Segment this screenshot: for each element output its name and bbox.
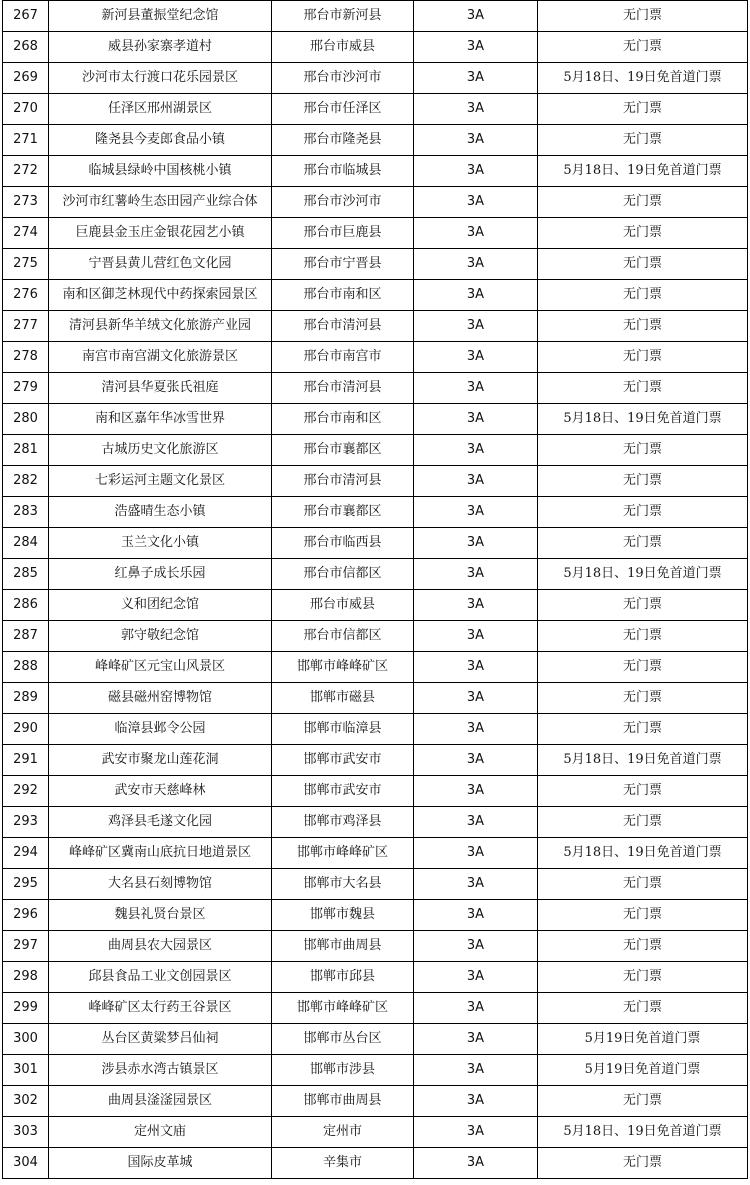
location-cell: 邯郸市大名县 (272, 869, 414, 900)
scenic-name-cell: 隆尧县今麦郎食品小镇 (49, 125, 272, 156)
scenic-name-cell: 临漳县邺令公园 (49, 714, 272, 745)
row-number-cell: 275 (3, 249, 49, 280)
table-row (3, 993, 748, 1024)
location-cell: 邢台市信都区 (272, 621, 414, 652)
location-cell: 邯郸市鸡泽县 (272, 807, 414, 838)
location-cell: 邢台市临西县 (272, 528, 414, 559)
ticket-policy-cell: 无门票 (538, 32, 748, 63)
ticket-policy-cell: 5月18日、19日免首道门票 (538, 559, 748, 590)
ticket-policy-cell: 无门票 (538, 1086, 748, 1117)
scenic-name-cell: 玉兰文化小镇 (49, 528, 272, 559)
table-row (3, 497, 748, 528)
table-row (3, 1055, 748, 1086)
grade-cell: 3A (414, 125, 538, 156)
grade-cell: 3A (414, 373, 538, 404)
grade-cell: 3A (414, 807, 538, 838)
location-cell: 邯郸市武安市 (272, 745, 414, 776)
ticket-policy-cell: 5月18日、19日免首道门票 (538, 1117, 748, 1148)
scenic-name-cell: 峰峰矿区冀南山底抗日地道景区 (49, 838, 272, 869)
scenic-name-cell: 魏县礼贤台景区 (49, 900, 272, 931)
ticket-policy-cell: 5月18日、19日免首道门票 (538, 838, 748, 869)
row-number-cell: 292 (3, 776, 49, 807)
scenic-name-cell: 宁晋县黄儿营红色文化园 (49, 249, 272, 280)
location-cell: 邯郸市涉县 (272, 1055, 414, 1086)
scenic-name-cell: 清河县新华羊绒文化旅游产业园 (49, 311, 272, 342)
location-cell: 邢台市任泽区 (272, 94, 414, 125)
scenic-name-cell: 武安市聚龙山莲花洞 (49, 745, 272, 776)
row-number-cell: 289 (3, 683, 49, 714)
row-number-cell: 277 (3, 311, 49, 342)
row-number-cell: 295 (3, 869, 49, 900)
scenic-name-cell: 沙河市太行渡口花乐园景区 (49, 63, 272, 94)
row-number-cell: 268 (3, 32, 49, 63)
location-cell: 邯郸市峰峰矿区 (272, 838, 414, 869)
ticket-policy-cell: 5月18日、19日免首道门票 (538, 745, 748, 776)
table-row (3, 745, 748, 776)
ticket-policy-cell: 无门票 (538, 900, 748, 931)
scenic-name-cell: 新河县董振堂纪念馆 (49, 1, 272, 32)
table-row (3, 94, 748, 125)
ticket-policy-cell: 无门票 (538, 621, 748, 652)
grade-cell: 3A (414, 1024, 538, 1055)
row-number-cell: 283 (3, 497, 49, 528)
row-number-cell: 279 (3, 373, 49, 404)
ticket-policy-cell: 无门票 (538, 590, 748, 621)
table-row (3, 1148, 748, 1179)
grade-cell: 3A (414, 94, 538, 125)
grade-cell: 3A (414, 621, 538, 652)
row-number-cell: 296 (3, 900, 49, 931)
row-number-cell: 278 (3, 342, 49, 373)
row-number-cell: 299 (3, 993, 49, 1024)
ticket-policy-cell: 5月18日、19日免首道门票 (538, 404, 748, 435)
grade-cell: 3A (414, 900, 538, 931)
row-number-cell: 297 (3, 931, 49, 962)
row-number-cell: 282 (3, 466, 49, 497)
row-number-cell: 302 (3, 1086, 49, 1117)
scenic-name-cell: 浩盛晴生态小镇 (49, 497, 272, 528)
scenic-name-cell: 古城历史文化旅游区 (49, 435, 272, 466)
location-cell: 邢台市沙河市 (272, 63, 414, 94)
grade-cell: 3A (414, 1117, 538, 1148)
table-body (3, 1, 748, 1179)
row-number-cell: 294 (3, 838, 49, 869)
table-row (3, 187, 748, 218)
ticket-policy-cell: 5月19日免首道门票 (538, 1024, 748, 1055)
location-cell: 邯郸市峰峰矿区 (272, 993, 414, 1024)
scenic-name-cell: 郭守敬纪念馆 (49, 621, 272, 652)
ticket-policy-cell: 无门票 (538, 125, 748, 156)
scenic-name-cell: 邱县食品工业文创园景区 (49, 962, 272, 993)
location-cell: 邯郸市魏县 (272, 900, 414, 931)
grade-cell: 3A (414, 838, 538, 869)
grade-cell: 3A (414, 187, 538, 218)
row-number-cell: 281 (3, 435, 49, 466)
table-row (3, 218, 748, 249)
table-row (3, 807, 748, 838)
table-row (3, 1024, 748, 1055)
ticket-policy-cell: 5月19日免首道门票 (538, 1055, 748, 1086)
row-number-cell: 269 (3, 63, 49, 94)
grade-cell: 3A (414, 745, 538, 776)
ticket-policy-cell: 无门票 (538, 187, 748, 218)
scenic-name-cell: 巨鹿县金玉庄金银花园艺小镇 (49, 218, 272, 249)
grade-cell: 3A (414, 311, 538, 342)
scenic-name-cell: 南和区嘉年华冰雪世界 (49, 404, 272, 435)
grade-cell: 3A (414, 962, 538, 993)
location-cell: 邯郸市丛台区 (272, 1024, 414, 1055)
location-cell: 邯郸市武安市 (272, 776, 414, 807)
location-cell: 邢台市襄都区 (272, 435, 414, 466)
location-cell: 邯郸市曲周县 (272, 1086, 414, 1117)
table-row (3, 63, 748, 94)
location-cell: 邢台市南和区 (272, 280, 414, 311)
scenic-spot-table (2, 0, 748, 1179)
grade-cell: 3A (414, 590, 538, 621)
location-cell: 邢台市临城县 (272, 156, 414, 187)
grade-cell: 3A (414, 1, 538, 32)
location-cell: 邢台市信都区 (272, 559, 414, 590)
grade-cell: 3A (414, 652, 538, 683)
table-row (3, 962, 748, 993)
location-cell: 邢台市襄都区 (272, 497, 414, 528)
scenic-name-cell: 丛台区黄粱梦吕仙祠 (49, 1024, 272, 1055)
grade-cell: 3A (414, 466, 538, 497)
location-cell: 邢台市威县 (272, 590, 414, 621)
table-row (3, 1, 748, 32)
scenic-name-cell: 临城县绿岭中国核桃小镇 (49, 156, 272, 187)
row-number-cell: 301 (3, 1055, 49, 1086)
scenic-name-cell: 威县孙家寨孝道村 (49, 32, 272, 63)
table-row (3, 404, 748, 435)
row-number-cell: 288 (3, 652, 49, 683)
scenic-name-cell: 七彩运河主题文化景区 (49, 466, 272, 497)
table-row (3, 1086, 748, 1117)
ticket-policy-cell: 无门票 (538, 1148, 748, 1179)
grade-cell: 3A (414, 1055, 538, 1086)
location-cell: 邢台市南和区 (272, 404, 414, 435)
scenic-name-cell: 义和团纪念馆 (49, 590, 272, 621)
location-cell: 邯郸市临漳县 (272, 714, 414, 745)
table-row (3, 32, 748, 63)
ticket-policy-cell: 无门票 (538, 683, 748, 714)
ticket-policy-cell: 无门票 (538, 342, 748, 373)
row-number-cell: 298 (3, 962, 49, 993)
row-number-cell: 290 (3, 714, 49, 745)
location-cell: 定州市 (272, 1117, 414, 1148)
ticket-policy-cell: 无门票 (538, 249, 748, 280)
grade-cell: 3A (414, 435, 538, 466)
row-number-cell: 304 (3, 1148, 49, 1179)
location-cell: 邢台市清河县 (272, 373, 414, 404)
table-row (3, 342, 748, 373)
location-cell: 邢台市清河县 (272, 311, 414, 342)
table-row (3, 466, 748, 497)
row-number-cell: 300 (3, 1024, 49, 1055)
row-number-cell: 271 (3, 125, 49, 156)
table-row (3, 249, 748, 280)
table-row (3, 900, 748, 931)
table-row (3, 373, 748, 404)
scenic-name-cell: 南宫市南宫湖文化旅游景区 (49, 342, 272, 373)
ticket-policy-cell: 无门票 (538, 1, 748, 32)
ticket-policy-cell: 无门票 (538, 807, 748, 838)
ticket-policy-cell: 无门票 (538, 280, 748, 311)
location-cell: 邢台市清河县 (272, 466, 414, 497)
row-number-cell: 284 (3, 528, 49, 559)
grade-cell: 3A (414, 1148, 538, 1179)
scenic-name-cell: 磁县磁州窑博物馆 (49, 683, 272, 714)
scenic-name-cell: 峰峰矿区元宝山风景区 (49, 652, 272, 683)
row-number-cell: 273 (3, 187, 49, 218)
grade-cell: 3A (414, 714, 538, 745)
table-row (3, 1117, 748, 1148)
scenic-name-cell: 红鼻子成长乐园 (49, 559, 272, 590)
grade-cell: 3A (414, 1086, 538, 1117)
table-row (3, 776, 748, 807)
scenic-name-cell: 清河县华夏张氏祖庭 (49, 373, 272, 404)
location-cell: 邯郸市曲周县 (272, 931, 414, 962)
scenic-name-cell: 大名县石刻博物馆 (49, 869, 272, 900)
ticket-policy-cell: 无门票 (538, 466, 748, 497)
ticket-policy-cell: 无门票 (538, 776, 748, 807)
location-cell: 辛集市 (272, 1148, 414, 1179)
scenic-name-cell: 曲周县滏滏园景区 (49, 1086, 272, 1117)
scenic-name-cell: 任泽区邢州湖景区 (49, 94, 272, 125)
scenic-name-cell: 武安市天慈峰林 (49, 776, 272, 807)
ticket-policy-cell: 无门票 (538, 497, 748, 528)
row-number-cell: 286 (3, 590, 49, 621)
location-cell: 邯郸市峰峰矿区 (272, 652, 414, 683)
row-number-cell: 272 (3, 156, 49, 187)
grade-cell: 3A (414, 559, 538, 590)
grade-cell: 3A (414, 32, 538, 63)
location-cell: 邯郸市磁县 (272, 683, 414, 714)
ticket-policy-cell: 无门票 (538, 218, 748, 249)
scenic-name-cell: 沙河市红薯岭生态田园产业综合体 (49, 187, 272, 218)
grade-cell: 3A (414, 280, 538, 311)
grade-cell: 3A (414, 776, 538, 807)
row-number-cell: 274 (3, 218, 49, 249)
table-row (3, 869, 748, 900)
scenic-name-cell: 曲周县农大园景区 (49, 931, 272, 962)
grade-cell: 3A (414, 528, 538, 559)
location-cell: 邢台市南宫市 (272, 342, 414, 373)
table-row (3, 683, 748, 714)
ticket-policy-cell: 无门票 (538, 993, 748, 1024)
grade-cell: 3A (414, 993, 538, 1024)
row-number-cell: 270 (3, 94, 49, 125)
ticket-policy-cell: 无门票 (538, 962, 748, 993)
grade-cell: 3A (414, 869, 538, 900)
ticket-policy-cell: 无门票 (538, 373, 748, 404)
ticket-policy-cell: 无门票 (538, 528, 748, 559)
row-number-cell: 287 (3, 621, 49, 652)
scenic-name-cell: 涉县赤水湾古镇景区 (49, 1055, 272, 1086)
table-row (3, 714, 748, 745)
table-row (3, 435, 748, 466)
grade-cell: 3A (414, 156, 538, 187)
row-number-cell: 285 (3, 559, 49, 590)
location-cell: 邢台市威县 (272, 32, 414, 63)
grade-cell: 3A (414, 404, 538, 435)
scenic-name-cell: 鸡泽县毛遂文化园 (49, 807, 272, 838)
row-number-cell: 280 (3, 404, 49, 435)
table-row (3, 125, 748, 156)
row-number-cell: 291 (3, 745, 49, 776)
ticket-policy-cell: 5月18日、19日免首道门票 (538, 63, 748, 94)
scenic-name-cell: 峰峰矿区太行药王谷景区 (49, 993, 272, 1024)
table-row (3, 311, 748, 342)
scenic-name-cell: 定州文庙 (49, 1117, 272, 1148)
ticket-policy-cell: 无门票 (538, 869, 748, 900)
table-row (3, 528, 748, 559)
grade-cell: 3A (414, 683, 538, 714)
grade-cell: 3A (414, 342, 538, 373)
table-row (3, 652, 748, 683)
row-number-cell: 276 (3, 280, 49, 311)
scenic-name-cell: 南和区御芝林现代中药探索园景区 (49, 280, 272, 311)
table-row (3, 931, 748, 962)
grade-cell: 3A (414, 63, 538, 94)
grade-cell: 3A (414, 931, 538, 962)
location-cell: 邢台市新河县 (272, 1, 414, 32)
location-cell: 邢台市宁晋县 (272, 249, 414, 280)
grade-cell: 3A (414, 218, 538, 249)
location-cell: 邢台市隆尧县 (272, 125, 414, 156)
ticket-policy-cell: 无门票 (538, 931, 748, 962)
ticket-policy-cell: 无门票 (538, 435, 748, 466)
table-row (3, 621, 748, 652)
location-cell: 邢台市沙河市 (272, 187, 414, 218)
ticket-policy-cell: 无门票 (538, 311, 748, 342)
table-row (3, 838, 748, 869)
row-number-cell: 267 (3, 1, 49, 32)
row-number-cell: 293 (3, 807, 49, 838)
table-row (3, 280, 748, 311)
scenic-name-cell: 国际皮革城 (49, 1148, 272, 1179)
table-row (3, 559, 748, 590)
location-cell: 邯郸市邱县 (272, 962, 414, 993)
ticket-policy-cell: 无门票 (538, 94, 748, 125)
table-row (3, 156, 748, 187)
row-number-cell: 303 (3, 1117, 49, 1148)
table-row (3, 590, 748, 621)
grade-cell: 3A (414, 497, 538, 528)
ticket-policy-cell: 5月18日、19日免首道门票 (538, 156, 748, 187)
ticket-policy-cell: 无门票 (538, 714, 748, 745)
grade-cell: 3A (414, 249, 538, 280)
location-cell: 邢台市巨鹿县 (272, 218, 414, 249)
ticket-policy-cell: 无门票 (538, 652, 748, 683)
